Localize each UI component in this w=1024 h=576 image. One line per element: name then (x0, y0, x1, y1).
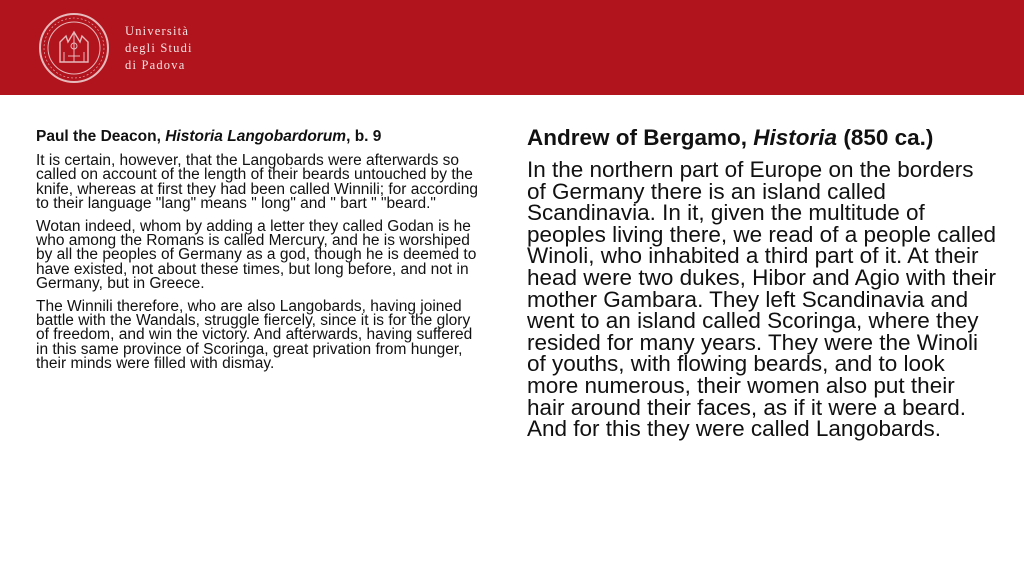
andrew-of-bergamo-column (527, 127, 997, 440)
left-paragraph-3: The Winnili therefore, who are also Langobards, having joined battle with the Wandals, struggle fiercely, since it is for the glory of freedom, and win the victory. And afterwards, having suffered in this same province of Scoringa, great privation from hunger, their minds were filled with dismay. (36, 297, 473, 373)
left-heading (36, 127, 486, 147)
right-work-title: Historia (753, 125, 838, 150)
right-reference: (850 ca.) (837, 125, 934, 150)
right-heading (527, 127, 997, 149)
university-name (125, 23, 193, 74)
left-paragraph-2: Wotan indeed, whom by adding a letter they called Godan is he who among the Romans is called Mercury, and he is worshiped by all the peoples of Germany as a god, though he is deemed to have existed, not about these times, but long before, and not in Germany, but in Greece. (36, 217, 477, 293)
paul-the-deacon-column (36, 127, 486, 380)
left-work-title: Historia Langobardorum (165, 128, 347, 145)
left-reference: , b. 9 (346, 128, 382, 145)
university-seal-icon (38, 12, 110, 84)
left-paragraph-1: It is certain, however, that the Langobards were afterwards so called on account of the length of their beards untouched by the knife, whereas at first they had been called Winnili; for according to their language "lang" means " long" and " bart " "beard." (36, 152, 478, 213)
header-banner (0, 0, 1024, 95)
university-name-line3: di Padova (125, 58, 186, 72)
right-body: In the northern part of Europe on the borders of Germany there is an island called Scandinavia. In it, given the multitude of peoples living there, we read of a people called Winoli, who inhabited a third part of it. At their head were two dukes, Hibor and Agio with their mother Gambara. They left Scandinavia and went to an island called Scoringa, where they resided for many years. They were the Winoli of youths, with flowing beards, and to look more numerous, their women also put their hair around their faces, as if it were a beard. And for this they were called Langobards. (527, 157, 997, 442)
university-name-line2: degli Studi (125, 41, 193, 55)
university-name-line1: Università (125, 24, 190, 38)
left-author: Paul the Deacon, (36, 128, 161, 145)
right-author: Andrew of Bergamo, (527, 125, 748, 150)
